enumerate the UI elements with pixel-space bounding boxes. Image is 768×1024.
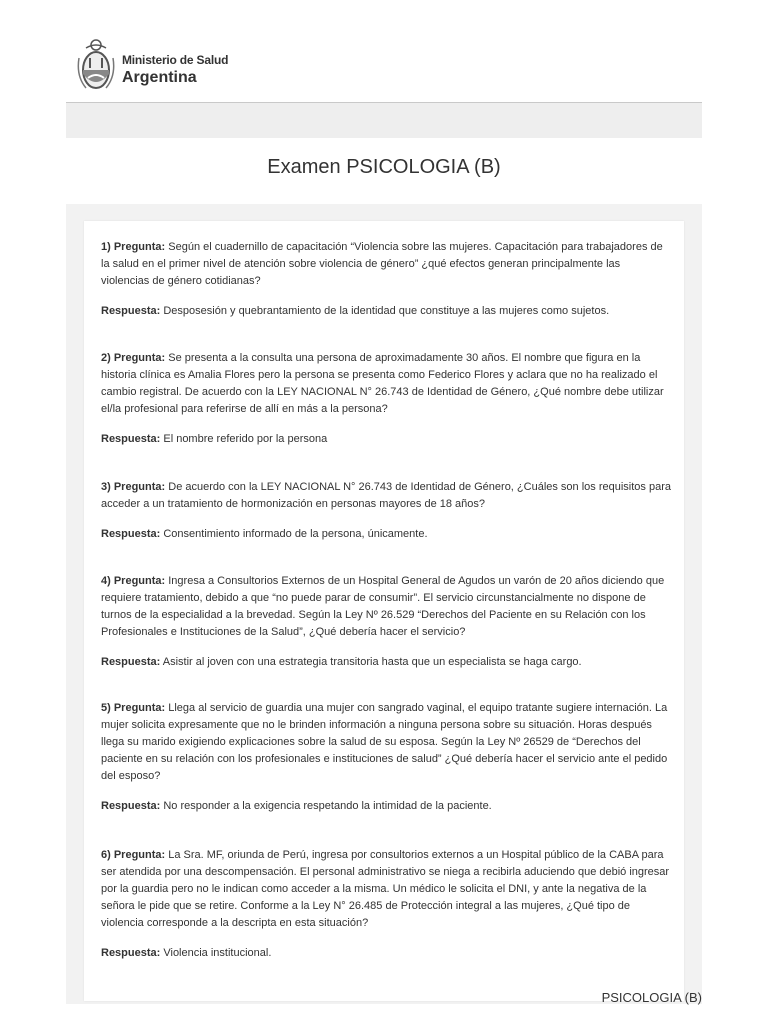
page-header bbox=[66, 30, 702, 104]
header-bar bbox=[66, 103, 702, 138]
answer-1 bbox=[101, 303, 671, 320]
question-text: Según el cuadernillo de capacitación “Violencia sobre las mujeres. Capacitación para trabajadores de la salud en el primer nivel de atención sobre violencia de género” ¿qué efectos generan principalmente las violencias de género cotidianas? bbox=[101, 241, 663, 287]
answer-3 bbox=[101, 526, 671, 543]
answer-label: Respuesta: bbox=[101, 656, 161, 668]
question-1 bbox=[101, 239, 671, 290]
answer-text: El nombre referido por la persona bbox=[163, 433, 328, 445]
page-footer: PSICOLOGIA (B) bbox=[601, 990, 702, 1005]
question-block-3 bbox=[101, 479, 671, 543]
answer-5 bbox=[101, 798, 671, 815]
answer-4 bbox=[101, 654, 671, 671]
answer-label: Respuesta: bbox=[101, 947, 161, 959]
question-block-6 bbox=[101, 847, 671, 962]
question-block-5 bbox=[101, 700, 671, 815]
question-block-1 bbox=[101, 239, 671, 320]
question-block-4 bbox=[101, 573, 671, 671]
question-5 bbox=[101, 700, 671, 785]
question-label: 6) Pregunta: bbox=[101, 849, 166, 861]
page-title: Examen PSICOLOGIA (B) bbox=[267, 156, 501, 178]
answer-2 bbox=[101, 431, 671, 448]
question-3 bbox=[101, 479, 671, 513]
question-label: 3) Pregunta: bbox=[101, 481, 166, 493]
answer-text: Violencia institucional. bbox=[163, 947, 272, 959]
question-4 bbox=[101, 573, 671, 641]
question-text: La Sra. MF, oriunda de Perú, ingresa por consultorios externos a un Hospital público de la CABA para ser atendida por una descompensación. El personal administrativo se niega a recibirla aduciendo que debió ingresar por la guardia pero no le indican como acceder a la misma. Un médico le solicita el DNI, y ante la negativa de la señora le pide que se retire. Conforme a la Ley N° 26.485 de Protección integral a las mujeres, ¿Qué tipo de violencia corresponde a la descripta en esta situación? bbox=[101, 849, 670, 929]
ministry-name: Ministerio de Salud bbox=[122, 53, 229, 67]
question-text: Se presenta a la consulta una persona de aproximadamente 30 años. El nombre que figura en la historia clínica es Amalia Flores pero la persona se presenta como Federico Flores y aclara que no ha realizado el cambio registral. De acuerdo con la LEY NACIONAL N° 26.743 de Identidad de Género, ¿Qué nombre debe utilizar el/la profesional para referirse de allí en más a la persona? bbox=[101, 352, 664, 415]
question-label: 2) Pregunta: bbox=[101, 352, 166, 364]
question-text: De acuerdo con la LEY NACIONAL N° 26.743 de Identidad de Género, ¿Cuáles son los requisitos para acceder a un tratamiento de hormonización en personas mayores de 18 años? bbox=[101, 481, 671, 510]
answer-label: Respuesta: bbox=[101, 800, 161, 812]
answer-text: Consentimiento informado de la persona, únicamente. bbox=[163, 528, 428, 540]
question-label: 4) Pregunta: bbox=[101, 575, 166, 587]
argentina-coat-of-arms-icon bbox=[76, 38, 116, 96]
answer-label: Respuesta: bbox=[101, 528, 161, 540]
answer-6 bbox=[101, 945, 671, 962]
question-text: Llega al servicio de guardia una mujer con sangrado vaginal, el equipo tratante sugiere internación. La mujer solicita expresamente que no le brinden información a ninguna persona sobre su situación. Horas después llega su marido exigiendo explicaciones sobre la salud de su esposa. Según la Ley Nº 26529 de “Derechos del paciente en su relación con los profesionales e instituciones de salud” ¿Qué debería hacer el servicio ante el pedido del esposo? bbox=[101, 702, 668, 782]
answer-text: No responder a la exigencia respetando la intimidad de la paciente. bbox=[163, 800, 492, 812]
question-2 bbox=[101, 350, 671, 418]
answer-text: Desposesión y quebrantamiento de la identidad que constituye a las mujeres como sujetos. bbox=[163, 305, 610, 317]
question-6 bbox=[101, 847, 671, 932]
question-label: 5) Pregunta: bbox=[101, 702, 166, 714]
answer-label: Respuesta: bbox=[101, 433, 161, 445]
answer-label: Respuesta: bbox=[101, 305, 161, 317]
country-name: Argentina bbox=[122, 69, 197, 86]
question-text: Ingresa a Consultorios Externos de un Hospital General de Agudos un varón de 20 años diciendo que requiere tratamiento, debido a que “no puede parar de consumir”. El servicio circunstancialmente no dispone de turnos de la especialidad a la brevedad. Según la Ley Nº 26.529 “Derechos del Paciente en su Relación con los Profesionales e Instituciones de la Salud”, ¿Qué debería hacer el servicio? bbox=[101, 575, 665, 638]
answer-text: Asistir al joven con una estrategia transitoria hasta que un especialista se haga cargo. bbox=[162, 656, 582, 668]
question-block-2 bbox=[101, 350, 671, 448]
question-label: 1) Pregunta: bbox=[101, 241, 166, 253]
